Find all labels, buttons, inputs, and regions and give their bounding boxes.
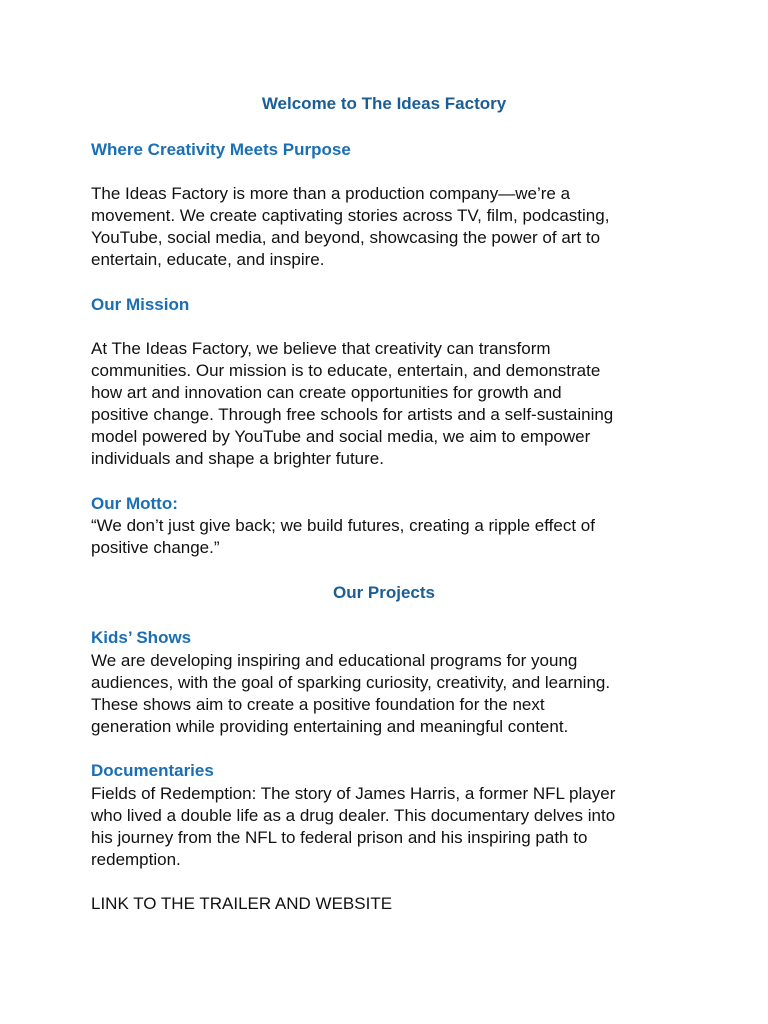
mission-line: communities. Our mission is to educate, entertain, and demonstrate — [91, 361, 601, 380]
motto-line: positive change.” — [91, 538, 220, 557]
page-title: Welcome to The Ideas Factory — [261, 94, 507, 113]
trailer-website-link-text: LINK TO THE TRAILER AND WEBSITE — [91, 894, 393, 913]
page-subtitle: Where Creativity Meets Purpose — [91, 140, 351, 159]
kids-shows-line: generation while providing entertaining and meaningful content. — [91, 717, 569, 736]
mission-line: model powered by YouTube and social media, we aim to empower — [91, 427, 591, 446]
documentaries-line: redemption. — [91, 850, 181, 869]
kids-shows-line: We are developing inspiring and educational programs for young — [91, 651, 578, 670]
intro-line: movement. We create captivating stories across TV, film, podcasting, — [91, 206, 610, 225]
intro-line: entertain, educate, and inspire. — [91, 250, 325, 269]
mission-heading: Our Mission — [91, 295, 190, 314]
kids-shows-line: These shows aim to create a positive foundation for the next — [91, 695, 545, 714]
projects-heading: Our Projects — [332, 583, 436, 602]
documentaries-line: who lived a double life as a drug dealer. This documentary delves into — [91, 806, 616, 825]
intro-line: The Ideas Factory is more than a production company—we’re a — [91, 184, 571, 203]
motto-heading: Our Motto: — [91, 494, 178, 513]
kids-shows-line: audiences, with the goal of sparking curiosity, creativity, and learning. — [91, 673, 611, 692]
documentaries-line: Fields of Redemption: The story of James Harris, a former NFL player — [91, 784, 616, 803]
mission-line: individuals and shape a brighter future. — [91, 449, 384, 468]
motto-line: “We don’t just give back; we build futures, creating a ripple effect of — [91, 516, 595, 535]
mission-line: positive change. Through free schools for artists and a self-sustaining — [91, 405, 614, 424]
mission-line: At The Ideas Factory, we believe that creativity can transform — [91, 339, 551, 358]
documentaries-heading: Documentaries — [91, 761, 214, 780]
kids-shows-heading: Kids’ Shows — [91, 628, 192, 647]
documentaries-line: his journey from the NFL to federal prison and his inspiring path to — [91, 828, 588, 847]
intro-line: YouTube, social media, and beyond, showcasing the power of art to — [91, 228, 601, 247]
mission-line: how art and innovation can create opportunities for growth and — [91, 383, 562, 402]
